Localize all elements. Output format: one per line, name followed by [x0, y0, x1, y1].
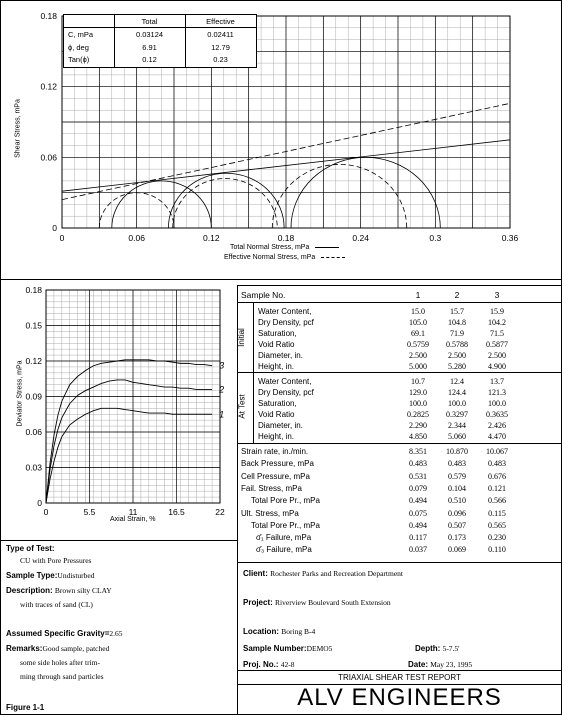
info-panel [0, 540, 238, 715]
sample-column-header: 1 [415, 290, 421, 300]
legend-header-effective: Effective [206, 17, 235, 26]
initial-row-value: 0.5788 [446, 340, 468, 349]
test-row-value: 10.067 [486, 447, 508, 456]
test-row-value: 0.483 [448, 459, 466, 469]
mohr-xtick-label: 0.12 [203, 233, 220, 243]
attest-row-value: 100.0 [488, 399, 506, 408]
sample-type-value: Undisturbed [57, 571, 95, 580]
initial-row-label: Water Content, [258, 307, 312, 316]
test-row-value: 0.507 [448, 520, 466, 530]
specific-gravity [6, 629, 123, 638]
report-title: TRIAXIAL SHEAR TEST REPORT [338, 673, 461, 682]
dev-xlabel: Axial Strain, % [110, 516, 156, 523]
depth [415, 644, 460, 653]
test-row-value: 0.173 [448, 533, 466, 543]
test-row-value: 0.075 [409, 508, 427, 518]
attest-block-label: At Test [237, 394, 247, 419]
initial-row-value: 104.2 [488, 318, 506, 327]
sample-table-header-divider [237, 302, 562, 303]
sample-number-label: Sample Number: [243, 644, 307, 653]
test-row-value: 0.483 [488, 459, 506, 469]
test-row-value: 0.096 [448, 508, 466, 518]
mohr-xtick-label: 0.3 [429, 233, 442, 243]
initial-row-label: Void Ratio [258, 340, 295, 349]
test-row-value: 0.037 [409, 545, 427, 555]
attest-row-label: Saturation, [258, 399, 297, 408]
mohr-ylabel: Shear Stress, mPa [14, 99, 22, 158]
dev-ytick-label: 0.12 [25, 356, 42, 366]
legend-row-tan-effective: 0.23 [213, 55, 228, 64]
attest-row-label: Height, in. [258, 432, 295, 441]
test-row-value: 0.494 [409, 520, 427, 530]
attest-row-value: 0.3297 [446, 410, 468, 419]
remarks [6, 644, 109, 653]
dev-ytick-label: 0.15 [25, 320, 42, 331]
description-value-1: Brown silty CLAY [54, 586, 112, 595]
dev-xtick-label: 22 [215, 507, 225, 517]
mohr-xtick-label: 0.36 [501, 233, 519, 243]
test-row-value: 0.565 [488, 520, 506, 530]
test-row-label: Total Pore Pr., mPa [251, 496, 320, 506]
legend-header-total: Total [141, 17, 158, 26]
attest-row-value: 0.3635 [486, 410, 508, 419]
legend-row-phi-total: 6.91 [142, 43, 157, 52]
attest-row-label: Void Ratio [258, 410, 295, 419]
initial-block-divider [237, 372, 562, 373]
test-row-value: 0.110 [488, 545, 506, 555]
attest-row-value: 13.7 [490, 377, 504, 386]
test-row-value: 8.351 [409, 447, 427, 456]
sample-column-header: 2 [454, 290, 460, 300]
initial-row-label: Dry Density, pcf [258, 318, 314, 327]
type-of-test [6, 544, 55, 553]
dev-ytick-label: 0.03 [25, 462, 42, 473]
test-row-value: 0.230 [488, 533, 506, 543]
client [243, 569, 403, 578]
attest-row-value: 0.2825 [407, 410, 429, 419]
proj-no-label: Proj. No.: [243, 660, 279, 669]
dev-ytick-label: 0.18 [25, 285, 42, 295]
mohr-ytick-label: 0.12 [40, 81, 57, 92]
mohr-xtick-label: 0 [59, 233, 65, 243]
description [6, 586, 112, 595]
initial-row-value: 0.5759 [407, 340, 429, 349]
legend-row-tan-total: 0.12 [142, 55, 157, 64]
deviator-stress-chart [0, 0, 240, 540]
attest-row-value: 2.290 [409, 421, 427, 430]
initial-row-value: 2.500 [448, 351, 466, 360]
gravity-label: Assumed Specific Gravity= [6, 629, 110, 638]
dev-ytick-label: 0.06 [25, 427, 42, 437]
curve-label-2: 2 [219, 384, 225, 395]
test-row-label: Strain rate, in./min. [241, 447, 309, 456]
location-label: Location: [243, 627, 279, 636]
initial-row-value: 15.9 [490, 307, 504, 316]
total-line-legend [315, 247, 339, 248]
test-row-value: 0.117 [409, 533, 427, 543]
test-row-value: 0.566 [488, 496, 506, 506]
initial-row-value: 15.7 [450, 307, 464, 316]
attest-row-value: 4.850 [409, 432, 427, 441]
test-row-label: Fail. Stress, mPa [241, 483, 302, 493]
initial-row-label: Saturation, [258, 329, 297, 338]
mohr-ytick-label: 0 [52, 223, 57, 233]
sample-no-header: Sample No. [241, 290, 286, 300]
test-row-value: 10.870 [446, 447, 468, 456]
test-row-label: σ̄₁ Failure, mPa [256, 533, 312, 543]
project [243, 598, 391, 607]
effective-stress-circle-3 [272, 164, 406, 228]
test-row-label: Ult. Stress, mPa [241, 508, 299, 518]
test-row-value: 0.104 [448, 483, 466, 493]
sample-number-value: DEMO5 [306, 644, 333, 653]
attest-row-value: 2.344 [448, 421, 466, 430]
mohr-xlabel-total [230, 244, 339, 251]
test-row-value: 0.494 [409, 496, 427, 506]
initial-row-value: 71.9 [450, 329, 464, 338]
dev-xtick-label: 5.5 [83, 507, 96, 517]
date [408, 660, 472, 669]
test-row-label: Back Pressure, mPa [241, 459, 314, 469]
curve-label-1: 1 [219, 409, 225, 420]
curve-label-3: 3 [219, 360, 225, 371]
initial-row-value: 69.1 [411, 329, 425, 338]
legend-row-c-effective: 0.02411 [207, 30, 234, 39]
date-value: May 23, 1995 [430, 660, 473, 669]
strength-legend-table [63, 14, 257, 68]
sample-column-header: 3 [494, 290, 500, 300]
initial-label-divider [253, 302, 254, 443]
proj-no [243, 660, 295, 669]
type-of-test-value: CU with Pore Pressures [20, 556, 92, 565]
project-value: Riverview Boulevard South Extension [275, 598, 391, 607]
remarks-label: Remarks: [6, 644, 43, 653]
remarks-value-2: some side holes after trim- [20, 658, 100, 667]
report-title-divider [237, 670, 562, 671]
initial-row-label: Height, in. [258, 362, 295, 371]
test-row-label: Total Pore Pr., mPa [251, 520, 320, 530]
location-value: Boring B-4 [281, 627, 316, 636]
attest-row-label: Diameter, in. [258, 421, 303, 430]
sample-number [243, 644, 332, 653]
dev-xtick-label: 0 [43, 507, 49, 517]
dev-ytick-label: 0.09 [25, 391, 42, 402]
description-label: Description: [6, 586, 53, 595]
type-of-test-label: Type of Test: [6, 544, 55, 553]
initial-row-value: 4.900 [488, 362, 506, 371]
sample-type [6, 571, 95, 580]
gravity-value: 2.65 [109, 629, 123, 638]
mohr-ytick-label: 0.18 [40, 11, 57, 21]
proj-no-value: 42-8 [280, 660, 295, 669]
test-row-value: 0.121 [488, 483, 506, 493]
mohr-xlabel-effective-text: Effective Normal Stress, mPa [224, 254, 316, 261]
mohr-ytick-label: 0.06 [40, 152, 57, 163]
legend-row-c-total: 0.03124 [135, 30, 164, 39]
depth-value: 5-7.5' [442, 644, 460, 653]
initial-row-value: 15.0 [411, 307, 425, 316]
company-name: ALV ENGINEERS [297, 684, 502, 711]
initial-row-value: 2.500 [409, 351, 427, 360]
deviator-curve-2 [46, 380, 212, 503]
legend-row-tan-label: Tan(ϕ) [68, 55, 90, 64]
attest-row-value: 121.3 [488, 388, 506, 397]
date-label: Date: [408, 660, 429, 669]
test-row-value: 0.510 [448, 496, 466, 506]
test-row-label: σ̄₃ Failure, mPa [256, 545, 312, 555]
initial-row-value: 105.0 [409, 318, 427, 327]
attest-row-value: 100.0 [448, 399, 466, 408]
mohr-xlabel-total-text: Total Normal Stress, mPa [230, 244, 310, 251]
mohr-xtick-label: 0.06 [128, 233, 145, 243]
attest-row-value: 100.0 [409, 399, 427, 408]
client-value: Rochester Parks and Recreation Department [270, 569, 403, 578]
dev-xtick-label: 16.5 [168, 507, 185, 517]
description-value-2: with traces of sand (CL) [20, 600, 93, 609]
mohr-xtick-label: 0.18 [277, 233, 295, 243]
attest-row-value: 2.426 [488, 421, 506, 430]
attest-row-value: 4.470 [488, 432, 506, 441]
remarks-value-3: ming through sand particles [20, 672, 104, 681]
test-row-value: 0.115 [488, 508, 506, 518]
mohr-xlabel-effective [224, 254, 345, 261]
test-row-value: 0.579 [448, 471, 466, 481]
attest-row-value: 12.4 [450, 377, 464, 386]
initial-block-label: Initial [236, 328, 246, 347]
attest-row-value: 10.7 [411, 377, 425, 386]
attest-row-label: Water Content, [258, 377, 312, 386]
depth-label: Depth: [415, 644, 441, 653]
initial-row-value: 0.5877 [486, 340, 508, 349]
dev-xtick-label: 11 [128, 507, 138, 517]
test-row-label: Cell Pressure, mPa [241, 471, 310, 481]
client-label: Client: [243, 569, 268, 578]
dev-ylabel: Deviator Stress, mPa [16, 360, 24, 427]
mohr-xtick-label: 0.24 [352, 233, 369, 243]
project-label: Project: [243, 598, 273, 607]
initial-row-value: 71.5 [490, 329, 504, 338]
legend-row-phi-effective: 12.79 [211, 43, 230, 52]
test-row-value: 0.676 [488, 471, 506, 481]
attest-block-divider [237, 443, 562, 444]
test-row-value: 0.531 [409, 471, 427, 481]
initial-row-value: 5.000 [409, 362, 427, 371]
legend-row-phi-label: ϕ, deg [68, 43, 89, 52]
figure-label: Figure 1-1 [6, 703, 45, 712]
attest-row-value: 5.060 [448, 432, 466, 441]
initial-row-label: Diameter, in. [258, 351, 303, 360]
initial-row-value: 2.500 [488, 351, 506, 360]
initial-row-value: 104.8 [448, 318, 466, 327]
test-row-value: 0.483 [409, 459, 427, 469]
sample-type-label: Sample Type: [6, 571, 58, 580]
initial-row-value: 5.280 [448, 362, 466, 371]
attest-row-value: 129.0 [409, 388, 427, 397]
legend-row-c-label: C, mPa [68, 30, 94, 39]
remarks-value-1: Good sample, patched [42, 644, 110, 653]
attest-row-value: 124.4 [448, 388, 466, 397]
test-row-value: 0.079 [409, 483, 427, 493]
effective-line-legend [321, 257, 345, 258]
test-row-value: 0.069 [448, 545, 466, 555]
dev-ytick-label: 0 [37, 498, 42, 508]
location [243, 627, 315, 636]
attest-row-label: Dry Density, pcf [258, 388, 314, 397]
